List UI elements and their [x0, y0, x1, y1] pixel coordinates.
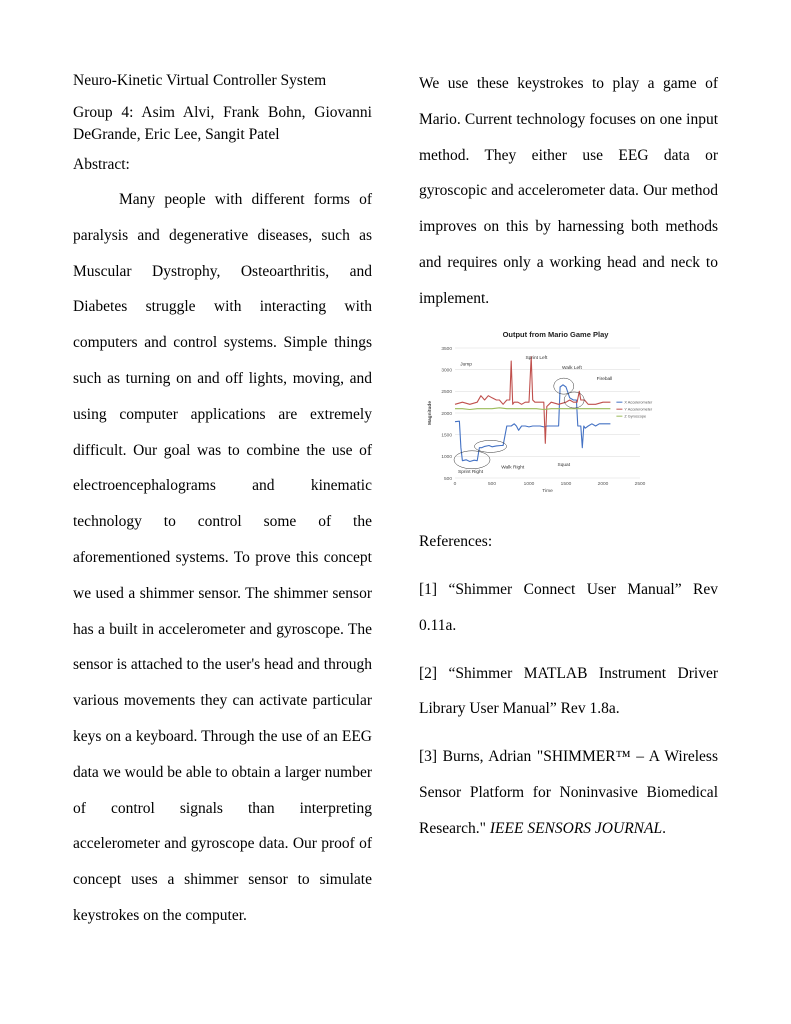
reference-1: [1] “Shimmer Connect User Manual” Rev 0.11a. — [419, 581, 718, 634]
annotation-label: Jump — [460, 362, 472, 368]
right-column — [419, 66, 718, 317]
left-column — [73, 66, 372, 934]
y-tick-label: 500 — [443, 476, 452, 482]
reference-3-journal: IEEE SENSORS JOURNAL — [489, 819, 663, 837]
y-axis-label: Magnitude — [428, 401, 433, 425]
y-tick-label: 2500 — [441, 390, 452, 396]
series-line-3 — [455, 408, 610, 410]
annotation-ellipse — [454, 451, 490, 469]
references-section — [419, 524, 718, 859]
y-tick-label: 3500 — [441, 346, 452, 352]
legend-label: X Accelerometer — [624, 400, 653, 405]
annotation-label: Fireball — [596, 377, 613, 383]
annotation-ellipse — [554, 378, 574, 394]
author-list: Group 4: Asim Alvi, Frank Bohn, Giovanni DeGrande, Eric Lee, Sangit Patel — [73, 104, 372, 143]
x-tick-label: 1500 — [560, 482, 572, 487]
y-tick-label: 1000 — [441, 455, 452, 461]
references-heading: References: — [419, 533, 493, 550]
x-tick-label: 1000 — [523, 482, 535, 487]
annotation-label: Walk Right — [501, 465, 525, 471]
annotation-label: Sprint Left — [525, 355, 548, 361]
mario-output-chart — [425, 326, 655, 496]
x-tick-label: 2000 — [597, 482, 609, 487]
chart-svg — [425, 326, 655, 496]
reference-3-end: . — [662, 819, 666, 837]
paper-title: Neuro-Kinetic Virtual Controller System — [73, 72, 327, 89]
abstract-body: Many people with different forms of paralysis and degenerative diseases, such as Muscular Dystrophy, Osteoarthritis, and Diabetes struggle with interacting with computers and control systems. Simple things such as turning on and off lights, moving, and using computer applications are extremely difficult. Our goal was to combine the use of electroencephalograms and kinematic technology to control some of the aforementioned systems. To prove this concept we used a shimmer sensor. The shimmer sensor has a built in accelerometer and gyroscope. The sensor is attached to the user's head and through various movements they can activate particular keys on a keyboard. Through the use of an EEG data we would be able to obtain a larger number of control signals than interpreting accelerometer and gyroscope data. Our proof of concept uses a shimmer sensor to simulate keystrokes on the computer. — [73, 191, 372, 924]
x-tick-label: 2500 — [634, 482, 646, 487]
annotation-label: Squat — [557, 462, 571, 468]
legend-label: Z Gyroscope — [624, 414, 647, 419]
reference-2: [2] “Shimmer MATLAB Instrument Driver Library User Manual” Rev 1.8a. — [419, 664, 718, 718]
reference-3-text: [3] Burns, Adrian "SHIMMER™ – A Wireless Sensor Platform for Noninvasive Biomedical Research." — [419, 748, 718, 837]
continued-body: We use these keystrokes to play a game of Mario. Current technology focuses on one input method. They either use EEG data or gyroscopic and accelerometer data. Our method improves on this by harnessing both methods and requires only a working head and neck to implement. — [419, 75, 718, 307]
chart-title: Output from Mario Game Play — [502, 330, 609, 339]
x-axis-label: Time — [542, 489, 553, 494]
y-tick-label: 3000 — [441, 368, 452, 374]
y-tick-label: 1500 — [441, 433, 452, 439]
reference-3 — [419, 739, 718, 846]
legend-label: Y Accelerometer — [624, 407, 653, 412]
y-tick-label: 2000 — [441, 411, 452, 417]
x-tick-label: 500 — [487, 482, 497, 487]
x-tick-label: 0 — [453, 482, 457, 487]
annotation-label: Sprint Right — [458, 469, 484, 475]
annotation-label: Walk Left — [562, 365, 582, 371]
abstract-heading: Abstract: — [73, 156, 130, 173]
